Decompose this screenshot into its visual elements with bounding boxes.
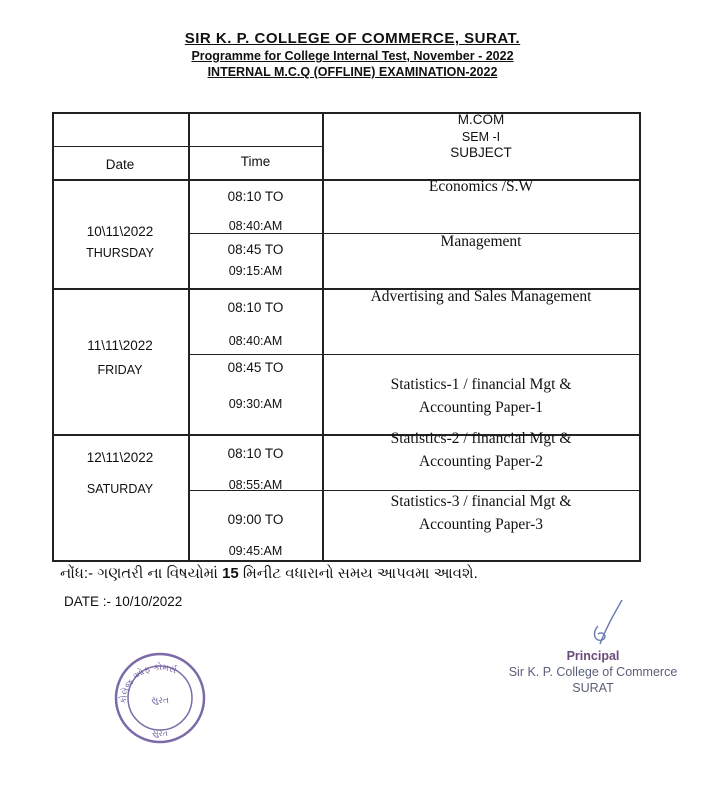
col-header-date: Date bbox=[105, 157, 135, 172]
slot-start: 08:10 TO bbox=[227, 446, 284, 461]
slot-start: 08:10 TO bbox=[227, 300, 284, 315]
timetable bbox=[52, 112, 640, 562]
slot-end: 08:40:AM bbox=[228, 334, 283, 348]
subject-line1: Statistics-2 / financial Mgt & bbox=[390, 430, 572, 447]
stamp-ring-text: કોલેજ ઓફ કોમર્સ bbox=[117, 661, 179, 705]
slot-end: 08:40:AM bbox=[228, 219, 283, 233]
slot-start: 08:10 TO bbox=[227, 189, 284, 204]
slot-start: 08:45 TO bbox=[227, 360, 284, 375]
course-label: M.COM bbox=[457, 112, 505, 127]
principal-title: Principal bbox=[566, 649, 620, 663]
college-stamp bbox=[110, 648, 210, 748]
college-title: SIR K. P. COLLEGE OF COMMERCE, SURAT. bbox=[184, 30, 521, 47]
note-line bbox=[60, 565, 478, 582]
date-day2: 11\11\2022 bbox=[87, 338, 153, 353]
principal-city: SURAT bbox=[572, 681, 614, 695]
subject-cell: Economics /S.W bbox=[428, 178, 534, 195]
col-header-subject: SUBJECT bbox=[450, 145, 512, 160]
slot-start: 08:45 TO bbox=[227, 242, 284, 257]
weekday-day3: SATURDAY bbox=[86, 482, 154, 496]
subject-cell: Advertising and Sales Management bbox=[370, 288, 592, 305]
programme-line: Programme for College Internal Test, November - 2022 bbox=[191, 49, 514, 63]
weekday-day2: FRIDAY bbox=[97, 363, 143, 377]
principal-college: Sir K. P. College of Commerce bbox=[508, 665, 678, 679]
document-header bbox=[0, 30, 705, 79]
date-line: DATE :- 10/10/2022 bbox=[64, 594, 183, 609]
date-day1: 10\11\2022 bbox=[86, 224, 154, 239]
slot-end: 09:30:AM bbox=[228, 397, 283, 411]
note-minutes: 15 bbox=[222, 565, 239, 582]
subject-line2: Accounting Paper-3 bbox=[418, 516, 544, 533]
note-suffix: મિનીટ વધારાનો સમય આપવમા આવશે. bbox=[238, 565, 478, 582]
subject-line2: Accounting Paper-2 bbox=[418, 453, 544, 470]
signature bbox=[578, 596, 628, 656]
note-prefix: નોંધ:- ગણતરી ના વિષયોમાં bbox=[60, 565, 223, 582]
stamp-center-text: સુરત bbox=[151, 695, 169, 705]
sem-label: SEM -I bbox=[461, 130, 501, 144]
date-day3: 12\11\2022 bbox=[86, 450, 154, 465]
slot-end: 09:15:AM bbox=[228, 264, 283, 278]
col-header-time: Time bbox=[240, 154, 271, 169]
stamp-bottom-text: સુરત bbox=[152, 729, 168, 738]
exam-title: INTERNAL M.C.Q (OFFLINE) EXAMINATION-2022 bbox=[207, 65, 498, 79]
subject-line1: Statistics-3 / financial Mgt & bbox=[390, 493, 572, 510]
subject-cell: Management bbox=[440, 233, 522, 250]
slot-end: 09:45:AM bbox=[228, 544, 283, 558]
weekday-day1: THURSDAY bbox=[86, 246, 154, 260]
subject-line1: Statistics-1 / financial Mgt & bbox=[390, 376, 572, 393]
slot-end: 08:55:AM bbox=[228, 478, 283, 492]
principal-block bbox=[488, 648, 698, 696]
slot-start: 09:00 TO bbox=[227, 512, 284, 527]
subject-line2: Accounting Paper-1 bbox=[418, 399, 544, 416]
